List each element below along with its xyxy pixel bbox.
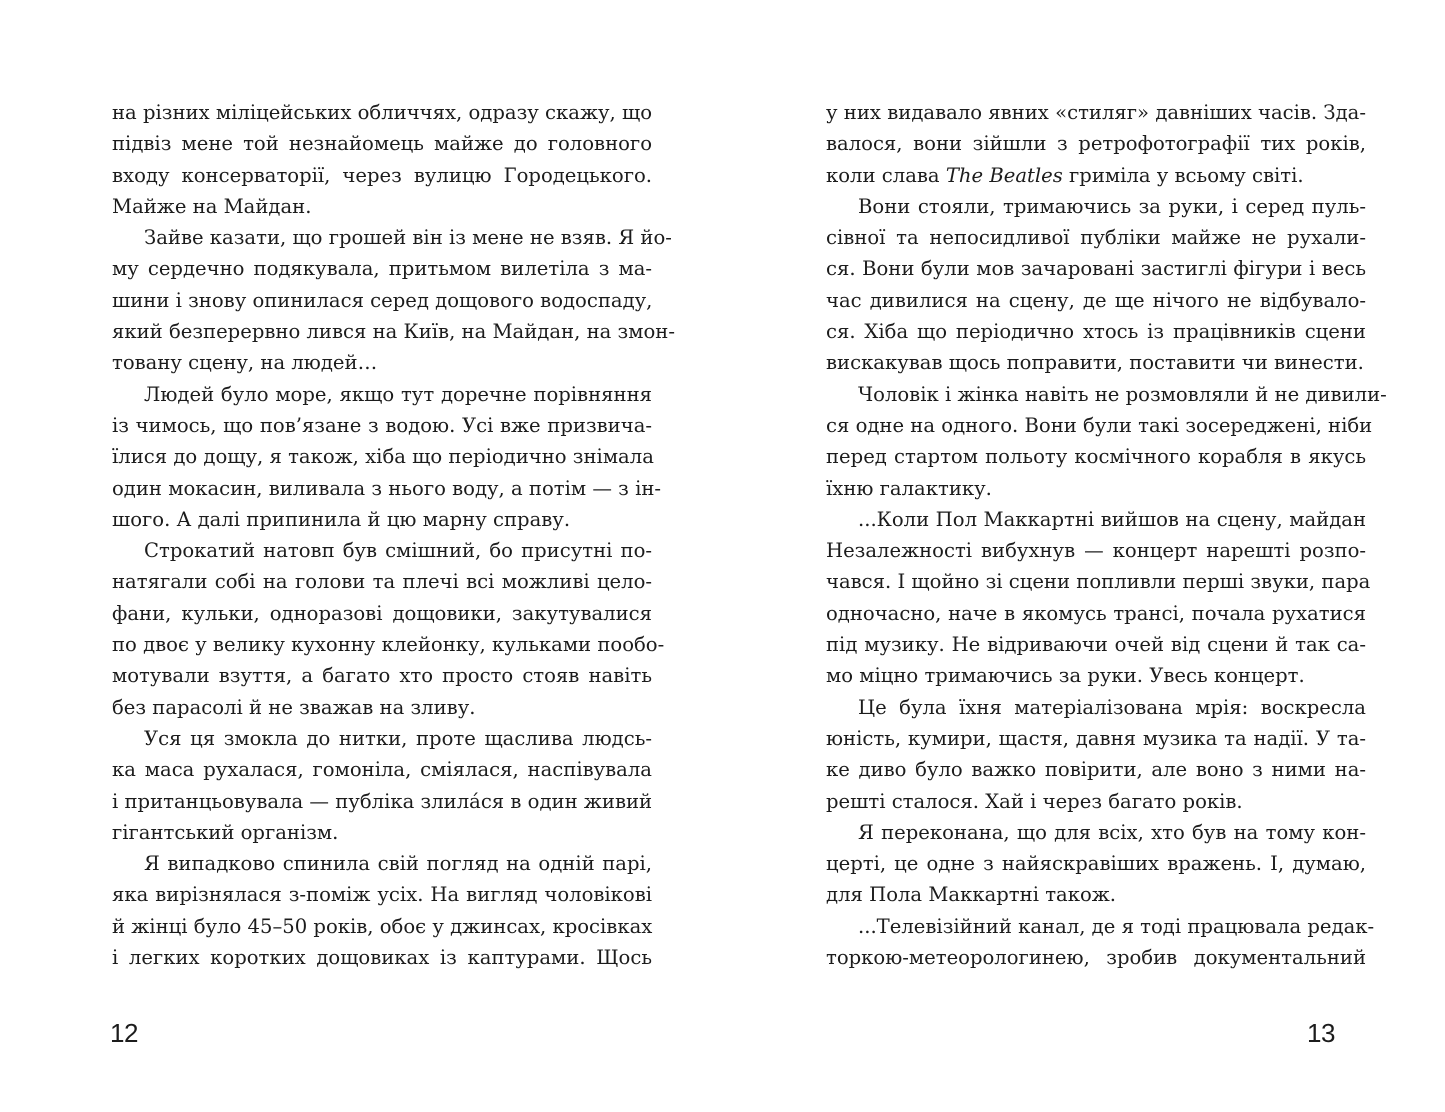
text-line: на різних міліцейських обличчях, одразу скажу, що bbox=[112, 101, 652, 124]
text-line: Це була їхня матеріалізована мрія: воскресла bbox=[858, 695, 1366, 719]
text-line: для Пола Маккартні також. bbox=[826, 883, 1117, 907]
text-line: їлися до дощу, я також, хіба що періодично знімала bbox=[112, 445, 654, 469]
text-line: юність, кумири, щастя, давня музика та надії. У та- bbox=[826, 726, 1366, 750]
text-line: му сердечно подякувала, притьмом вилетіла з ма- bbox=[112, 257, 652, 281]
text-line: чався. І щойно зі сцени попливли перші звуки, пара bbox=[826, 570, 1371, 594]
text-line: коли слава The Beatles гриміла у всьому світі. bbox=[826, 163, 1304, 187]
text-line: час дивилися на сцену, де ще нічого не відбувало- bbox=[826, 288, 1366, 312]
text-line: Вони стояли, тримаючись за руки, і серед пуль- bbox=[858, 194, 1366, 218]
text-line: Я випадково спинила свій погляд на одній парі, bbox=[144, 852, 652, 876]
text-line: шого. А далі припинила й цю марну справу. bbox=[112, 507, 571, 531]
text-line: підвіз мене той незнайомець майже до головного bbox=[112, 132, 652, 156]
text-line: яка вирізнялася з-поміж усіх. На вигляд чоловікові bbox=[112, 883, 652, 907]
text-line: одночасно, наче в якомусь трансі, почала рухатися bbox=[826, 601, 1366, 625]
text-line: ка маса рухалася, гомоніла, сміялася, наспівувала bbox=[112, 758, 652, 782]
text-line: під музику. Не відриваючи очей від сцени й так са- bbox=[826, 633, 1366, 657]
text-line: їхню галактику. bbox=[826, 476, 992, 500]
text-line: ся. Хіба що періодично хтось із працівників сцени bbox=[826, 320, 1366, 344]
text-line: Людей було море, якщо тут доречне порівняння bbox=[144, 382, 652, 406]
text-line: мотували взуття, а багато хто просто стояв навіть bbox=[112, 664, 652, 688]
text-line: один мокасин, виливала з нього воду, а потім — з ін- bbox=[112, 476, 662, 500]
text-line: із чимось, що пов’язане з водою. Усі вже призвича- bbox=[112, 413, 652, 437]
text-line: який безперервно лився на Київ, на Майдан, на змон- bbox=[112, 320, 675, 344]
text-line: перед стартом польоту космічного корабля в якусь bbox=[826, 445, 1366, 469]
italic-title: The Beatles bbox=[945, 163, 1063, 187]
right-page-number: 13 bbox=[1307, 1018, 1335, 1048]
text-line: валося, вони зійшли з ретрофотографії тих років, bbox=[826, 132, 1366, 156]
text-line: і легких коротких дощовиках із каптурами. Щось bbox=[112, 946, 652, 970]
text-line: ся одне на одного. Вони були такі зосереджені, ніби bbox=[826, 413, 1373, 437]
text-line: Я переконана, що для всіх, хто був на тому кон- bbox=[858, 820, 1366, 844]
text-line: ...Коли Пол Маккартні вийшов на сцену, майдан bbox=[858, 507, 1366, 531]
text-line: Майже на Майдан. bbox=[112, 194, 312, 218]
text-line: гігантський організм. bbox=[112, 820, 339, 844]
text-line: без парасолі й не зважав на зливу. bbox=[112, 695, 476, 719]
text-line: фани, кульки, одноразові дощовики, закутувалися bbox=[112, 601, 652, 625]
text-line: торкою-метеорологинею, зробив документальний bbox=[826, 946, 1366, 970]
text-line: шини і знову опинилася серед дощового водоспаду, bbox=[112, 288, 653, 312]
text-line: Зайве казати, що грошей він із мене не взяв. Я йо- bbox=[144, 226, 672, 250]
text-line: церті, це одне з найяскравіших вражень. І, думаю, bbox=[826, 852, 1366, 876]
text-line: мо міцно тримаючись за руки. Увесь концерт. bbox=[826, 664, 1305, 688]
left-page-number: 12 bbox=[110, 1018, 138, 1048]
text-line: Уся ця змокла до нитки, проте щаслива людсь- bbox=[144, 726, 652, 750]
text-line: ...Телевізійний канал, де я тоді працювала редак- bbox=[858, 914, 1375, 938]
text-line: по двоє у велику кухонну клейонку, кульками пообо- bbox=[112, 633, 665, 657]
right-page-text bbox=[826, 97, 1387, 973]
text-line: ся. Вони були мов зачаровані застиглі фігури і весь bbox=[826, 257, 1366, 281]
text-line: Незалежності вибухнув — концерт нарешті розпо- bbox=[826, 539, 1366, 563]
text-line: у них видавало явних «стиляг» давніших часів. Зда- bbox=[826, 101, 1366, 124]
text-line: вискакував щось поправити, поставити чи винести. bbox=[826, 351, 1364, 375]
text-line: решті сталося. Хай і через багато років. bbox=[826, 789, 1243, 813]
text-line: й жінці було 45–50 років, обоє у джинсах, кросівках bbox=[112, 914, 653, 938]
text-line: входу консерваторії, через вулицю Городецького. bbox=[112, 163, 652, 187]
text-line: натягали собі на голови та плечі всі можливі цело- bbox=[112, 570, 652, 594]
text-line: товану сцену, на людей… bbox=[112, 351, 378, 375]
text-line: Строкатий натовп був смішний, бо присутні по- bbox=[144, 539, 652, 563]
text-line: і пританцьовувала — публіка злила́ся в один живий bbox=[112, 789, 653, 813]
text-line: ке диво було важко повірити, але воно з ними на- bbox=[826, 758, 1366, 782]
text-line: сівної та непосидливої публіки майже не рухали- bbox=[826, 226, 1366, 250]
text-line: Чоловік і жінка навіть не розмовляли й не дивили- bbox=[858, 382, 1387, 406]
left-page-text bbox=[112, 97, 675, 973]
